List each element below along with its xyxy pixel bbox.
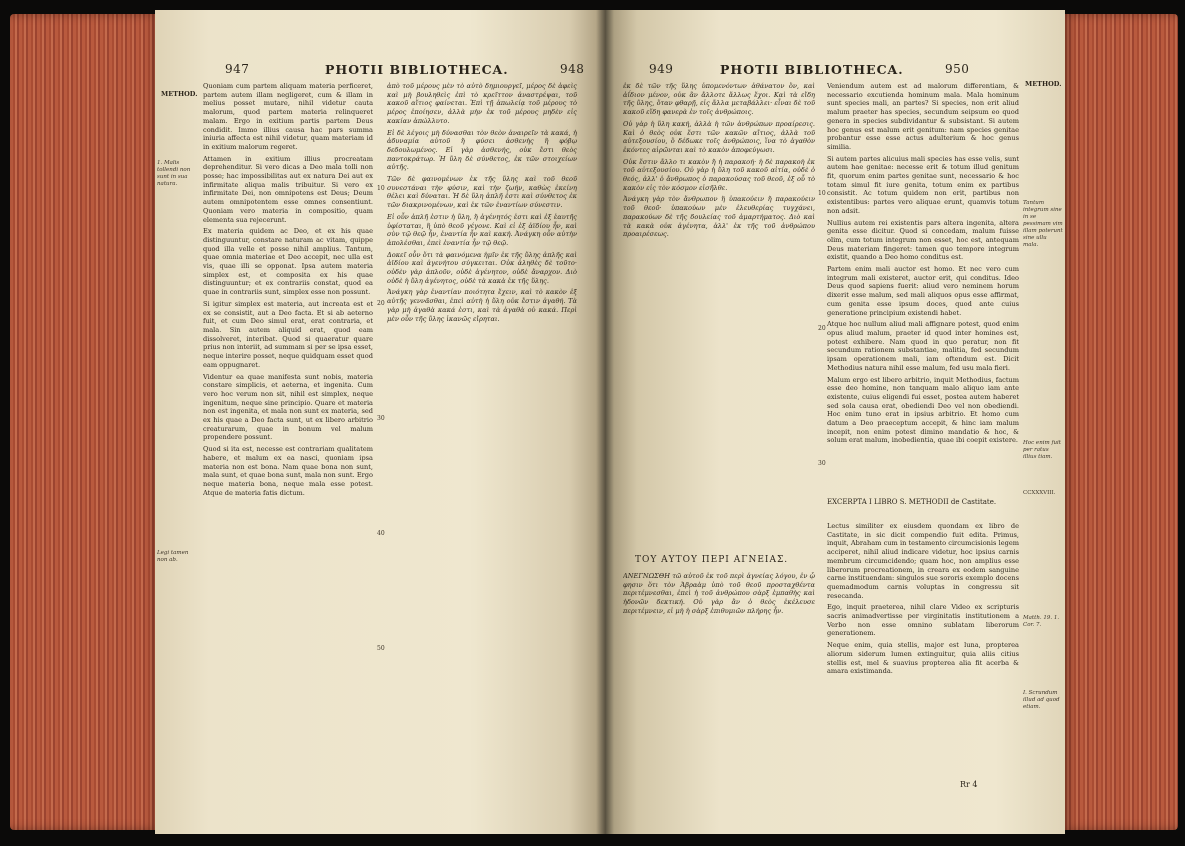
excerpt-heading: EXCERPTA I LIBRO S. METHODII de Castitate. bbox=[827, 498, 997, 506]
page-block-left-edge bbox=[10, 14, 160, 830]
latin-paragraph: Attamen in exitium illius procreatam deprehenditur. Si vero dicas a Deo mala tolli non posse; hac impossibilitas aut ex natura Dei aut ex infirmitate aliqua malis tribuitur. Si vero ex infirmitate Dei, non omnipotens est Deus; Deum autem omnipotentem esse omnes consentiunt. Quoniam vero materia in compositio, quam elementa sua rejecerunt. bbox=[203, 154, 373, 224]
latin-paragraph: Ego, inquit praeterea, nihil clare Video ex scripturis sacris animadvertisse per virginitatis institutionem a Verbo non esse omnino sublatam liberorum generationem. bbox=[827, 603, 1019, 638]
greek-section-heading: ΤΟΥ ΑΥΤΟΥ ΠΕΡΙ ΑΓΝΕΙΑΣ. bbox=[635, 555, 789, 565]
right-margin-note-3: CCXXXVIII. bbox=[1023, 490, 1056, 496]
greek-paragraph: Τῶν δὲ φαινομένων ἐκ τῆς ὕλης καὶ τοῦ θεοῦ συνεστάναι τὴν φύσιν, καὶ τὴν ζωήν, καθὼς ἐκείνη θέλει καὶ δύναται. Ἡ δὲ ὕλη ἁπλῆ ἐστι καὶ σύνθετος ἐκ τῶν διακρινομένων, καὶ ἐκ τῶν ἐναντίων σύνεστιν. bbox=[387, 175, 577, 210]
right-side-heading: METHOD. bbox=[1025, 80, 1062, 88]
right-page bbox=[605, 10, 1065, 834]
line-number: 10 bbox=[818, 190, 826, 197]
signature-mark: Rr 4 bbox=[960, 780, 978, 789]
left-running-title: PHOTII BIBLIOTHECA. bbox=[325, 62, 509, 77]
excerpt-column bbox=[827, 522, 1019, 762]
right-page-number-b: 950 bbox=[945, 62, 970, 76]
right-greek-after-heading bbox=[623, 572, 815, 782]
latin-paragraph: Lectus similiter ex eiusdem quondam ex libro de Castitate, in sic dicit compendio fuit edita. Primus, inquit, Abraham cum in testamento circumcisionis legem acciperet, nihil aliud indicare videtur, hoc ipsius carnis membrum circumcidendo; quam hoc, non amplius esse liberorum procreationem, in creara ex eodem sanguine carne instituendam: singulos sue sororis exemplo docens quemadmodum carnis voluptas in congressu sit resecanda. bbox=[827, 522, 1019, 600]
latin-paragraph: Neque enim, quia stellis, major est luna, propterea aliorum siderum lumen extinguitur, quia aliis citius stellis est, mel & suavius propterea alia fit acerba & amara existimanda. bbox=[827, 641, 1019, 676]
right-margin-note-4: Matth. 19. 1. Cor. 7. bbox=[1023, 615, 1060, 628]
greek-paragraph: Ἀνάγκη γὰρ ἐναντίαν ποιότητα ἔχειν, καὶ τὸ κακὸν ἐξ αὐτῆς γεννᾶσθαι, ἐπεὶ αὐτὴ ἡ ὕλη οὐκ ἔστιν ἀγαθή. Τὰ γὰρ μὴ ἀγαθὰ κακά ἐστι, καὶ τὰ ἀγαθὰ οὐ κακά. Περὶ μὲν οὖν τῆς ὕλης ἱκανῶς εἴρηται. bbox=[387, 288, 577, 323]
latin-paragraph: Quoniam cum partem aliquam materia perficeret, partem autem illam negligeret, cum & illam in melius posset mutare, nihil videtur cauta malorum, quod partem materia relinqueret malam. Ergo in exitium partis partem Deus condidit. Immo illius causa hac pars summa iniuria affecta est nihil videtur, quam materiam id in exitium malorum regeret. bbox=[203, 82, 373, 151]
greek-paragraph: Εἰ δὲ λέγοις μὴ δύνασθαι τὸν θεὸν ἀναιρεῖν τὰ κακά, ἡ ἀδυναμία αὐτοῦ ἢ φύσει ἀσθενὴς ἢ φόβῳ δεδουλωμένος. Εἰ γὰρ ἀσθενής, οὐκ ἔστι θεὸς παντοκράτωρ. Ἡ ὕλη δὲ σύνθετος, ἐκ τῶν στοιχείων αὐτῆς. bbox=[387, 128, 577, 172]
right-page-number-a: 949 bbox=[649, 62, 674, 76]
greek-paragraph: Εἰ οὖν ἁπλῆ ἐστιν ἡ ὕλη, ἢ ἀγένητός ἐστι καὶ ἐξ ἑαυτῆς ὑφίσταται, ἢ ὑπὸ θεοῦ γέγονε. Καὶ εἰ ἐξ ἀϊδίου ἦν, καὶ σὺν τῷ θεῷ ἦν, ἐναντία ἦν καὶ κακή. Ἀνάγκη οὖν αὐτὴν ἀπολέσθαι, ἐπεὶ ἐναντία ἦν τῷ θεῷ. bbox=[387, 212, 577, 247]
right-margin-note-1: Tantum integrum sine in se pessimam vim illam poterunt sine ullu mala. bbox=[1023, 200, 1063, 248]
greek-paragraph: Οὐ γὰρ ἡ ὕλη κακή, ἀλλὰ ἡ τῶν ἀνθρώπων προαίρεσις. Καὶ ὁ θεὸς οὐκ ἔστι τῶν κακῶν αἴτιος, ἀλλὰ τοῦ αὐτεξουσίου, ὃ δέδωκε τοῖς ἀνθρώποις, ἵνα τὸ ἀγαθὸν ἑκόντες αἱρῶνται καὶ τὸ κακὸν ἀποφεύγωσι. bbox=[623, 119, 815, 154]
left-margin-note-1: 1. Malis tollendi non sunt in sua natura. bbox=[157, 160, 191, 187]
latin-paragraph: Malum ergo est libero arbitrio, inquit Methodius, factum esse deo homine, non tanquam malo aliquo iam ante existente, cuius eligendi fui esset, postea autem haberet sed sola causa erat, obediendi Deo vel non obediendi. Hoc enim tuno erat in ipsius arbitrio. Et homo cum datum a Deo praeceptum accepit, & hinc iam malum incepit, non enim potest dimino mandatio & hoc, & solum erat malum, inobedientia, quae ibi coepit existere. bbox=[827, 375, 1019, 445]
left-page bbox=[155, 10, 605, 834]
left-side-heading: METHOD. bbox=[161, 90, 198, 98]
right-running-title: PHOTII BIBLIOTHECA. bbox=[720, 62, 904, 77]
line-number: 30 bbox=[377, 415, 385, 422]
latin-paragraph: Si autem partes alicuius mali species has esse velis, sunt autem hae genitae: necesse erit & totum illud genitum fit, quorum enim partes genitae sunt, necessario & hoc totam simul fit iure genita, totum enim ex partibus consistit. Ac totum quidem non erit, partibus non existentibus: partes vero aliquae erunt, quamvis totum non adsit. bbox=[827, 154, 1019, 215]
latin-paragraph: Si igitur simplex est materia, aut increata est et ex se consistit, aut a Deo facta. Et si ab aeterno fuit, et cum Deo simul erat, erat contraria, et mala. Sin autem aliquid erat, quod eam dissolveret, interibat. Quod si quaeratur quare prius non interiit, ad summam si per se ipsa esset, neque interire posset, neque quidquam esset quod eam oppugnaret. bbox=[203, 299, 373, 369]
latin-paragraph: Atque hoc nullum aliud mali affignare potest, quod enim opus aliud malum, praeter id quod inter homines est, potest exhibere. Nam quod in quo peratur, non fit secundum rationem substantiae, malitia, fed secundum ipsam operationem mali, iam oftendum est. Dicit Methodius natura nihil esse malum, fed usu mala fieri. bbox=[827, 320, 1019, 372]
left-latin-column bbox=[203, 82, 373, 782]
latin-paragraph: Ex materia quidem ac Deo, et ex his quae distinguuntur, constare naturam ac vitam, quippe quod illa velle et posse nihil amplius. Tantum, quae omnia materiae et Deo accepit, nec ulla est vis, quae illi se opponat. Ipsa autem materia simplex est, et composita ex his quae distinguuntur; et ex contrariis constat, quod ea quae in contrariis sunt, simplex esse non possunt. bbox=[203, 227, 373, 297]
line-number: 20 bbox=[377, 300, 385, 307]
latin-paragraph: Videntur ea quae manifesta sunt nobis, materia constare simplicis, et aeterna, et ingenita. Cum vero hoc verum non sit, nihil est simplex, neque ingenitum, neque sine principio. Quare et materia non est ingenita, et mala non sunt ex materia, sed ex his quae a Deo facta sunt, ut ex libero arbitrio creaturarum, quae in bonum vel malum propendere possunt. bbox=[203, 372, 373, 442]
left-page-number-a: 947 bbox=[225, 62, 250, 76]
right-margin-note-2: Hoc enim fuit per ratus illius tiam. bbox=[1023, 440, 1062, 460]
greek-paragraph: Ἀνάγκη γὰρ τὸν ἄνθρωπον ἢ ὑπακούειν ἢ παρακούειν τοῦ θεοῦ· ὑπακούων μὲν ἐλευθερίας τυγχάνει, παρακούων δὲ τῆς δουλείας τοῦ ἁμαρτήματος. Διὸ καὶ τὰ κακὰ οὐκ ἀγένητα, ἀλλ' ἐκ τῆς τοῦ ἀνθρώπου προαιρέσεως. bbox=[623, 195, 815, 239]
latin-paragraph: Veniendum autem est ad malorum differentiam, & necessario excutienda hominum mala. Mala hominum sunt species mali, an partes? Si species, non erit aliud malum praeter has species, secundum seipsum eo quod genera in species subdividantur & subsistant. Si autem hoc genus est malum erit genitum: nam species genitae probantur esse esse actus adulterium & hoc genus similia. bbox=[827, 82, 1019, 151]
latin-paragraph: Quod si ita est, necesse est contrariam qualitatem habere, et malum ex ea nasci, quoniam ipsa materia non est bona. Nam quae bona non sunt, mala sunt, et quae bona sunt, mala non sunt. Ergo neque materia bona, neque mala esse potest. Atque de materia fatis dictum. bbox=[203, 445, 373, 497]
greek-paragraph: ἐκ δὲ τῶν τῆς ὕλης ὑπομενόντων ἀθάνατον ὂν, καὶ ἀΐδιον μένον, οὐκ ἂν ἄλλοτε ἄλλως ἔχοι. Καὶ τὰ εἴδη τῆς ὕλης, ὅταν φθαρῇ, εἰς ἄλλα μεταβάλλει· εἶναι δὲ τοῦ κακοῦ εἴδη φανερὰ ἐν τοῖς ἀνθρώποις. bbox=[623, 82, 815, 117]
latin-paragraph: Partem enim mali auctor est homo. Et nec vero cum integrum mali existeret, auctor erit, qui conditus. Ideo Deus quod sapiens fuerit: aliud vero neminem horum dixerit esse malum, sed mali aliquos opus esse affirmat, cum genita esse ipsum doces, quod ante cuius generatione principium existendi habet. bbox=[827, 265, 1019, 317]
greek-paragraph: ἀπὸ τοῦ μέρους μὲν τὸ αὐτὸ δημιουργεῖ, μέρος δὲ ἀφεὶς καὶ μὴ βουληθεὶς ἐπὶ τὸ κρεῖττον ἀναστρέψαι, τοῦ κακοῦ αἴτιος φαίνεται. Ἐπὶ τῇ ἀπωλείᾳ τοῦ μέρους τὸ μέρος ἐποίησεν, ἀλλὰ μὴν ἐκ τοῦ μέρους μηδὲν εἰς κακίαν ἀπώλλυτο. bbox=[387, 82, 577, 125]
line-number: 50 bbox=[377, 645, 385, 652]
greek-paragraph: ΑΝΕΓΝΩΣΘΗ τῶ αὐτοῦ ἐκ τοῦ περὶ ἁγνείας λόγου, ἐν ᾧ φησιν ὅτι τὸν Ἀβραὰμ ὑπὸ τοῦ θεοῦ προσταχθέντα περιτέμνεσθαι, ἐπεὶ ἡ τοῦ ἀνθρώπου σὰρξ ἐμπαθὴς καὶ ἡδονῶν δεκτική. Οὐ γὰρ ἂν ὁ θεὸς ἐκέλευσε περιτέμνειν, εἰ μὴ ἡ σὰρξ ἐπιθυμιῶν πλήρης ἦν. bbox=[623, 572, 815, 615]
line-number: 10 bbox=[377, 185, 385, 192]
greek-paragraph: Οὐκ ἔστιν ἄλλο τι κακὸν ἢ ἡ παρακοή· ἡ δὲ παρακοὴ ἐκ τοῦ αὐτεξουσίου. Οὐ γὰρ ἡ ὕλη τοῦ κακοῦ αἰτία, οὐδὲ ὁ θεός, ἀλλ' ὁ ἄνθρωπος ὁ παρακούσας τοῦ θεοῦ, ἐξ οὗ τὸ κακὸν εἰς τὸν κόσμον εἰσῆλθε. bbox=[623, 157, 815, 192]
book-gutter bbox=[596, 10, 614, 834]
right-margin-note-5: I. Scrundum illud ad quod etiam. bbox=[1023, 690, 1060, 710]
line-number: 20 bbox=[818, 325, 826, 332]
left-page-number-b: 948 bbox=[560, 62, 585, 76]
line-number: 40 bbox=[377, 530, 385, 537]
right-greek-column bbox=[623, 82, 815, 547]
left-greek-column bbox=[387, 82, 577, 782]
page-block-right-edge bbox=[1062, 14, 1178, 830]
right-latin-column bbox=[827, 82, 1019, 492]
left-margin-note-2: Legi tamen non ab. bbox=[157, 550, 189, 563]
line-number: 30 bbox=[818, 460, 826, 467]
latin-paragraph: Nullius autem rei existentis pars altera ingenita, altera genita esse dicitur. Quod si concedam, malum fuisse olim, cum totum integrum non esset, hoc est, antequam Deus materiam fingeret: tamen quo tempore integrum existit, quando a Deo homo conditus est. bbox=[827, 218, 1019, 262]
greek-paragraph: Δοκεῖ οὖν ὅτι τὰ φαινόμενα ἡμῖν ἐκ τῆς ὕλης ἁπλῆς καὶ ἀϊδίου καὶ ἀγενήτου σύγκειται. Οὐκ ἀληθὲς δὲ τοῦτο· οὐδὲν γὰρ ἁπλοῦν, οὐδὲ ἀγένητον, οὐδὲ ἄναρχον. Διὸ οὐδὲ ἡ ὕλη ἀγένητος, οὐδὲ τὰ κακὰ ἐκ τῆς ὕλης. bbox=[387, 250, 577, 285]
